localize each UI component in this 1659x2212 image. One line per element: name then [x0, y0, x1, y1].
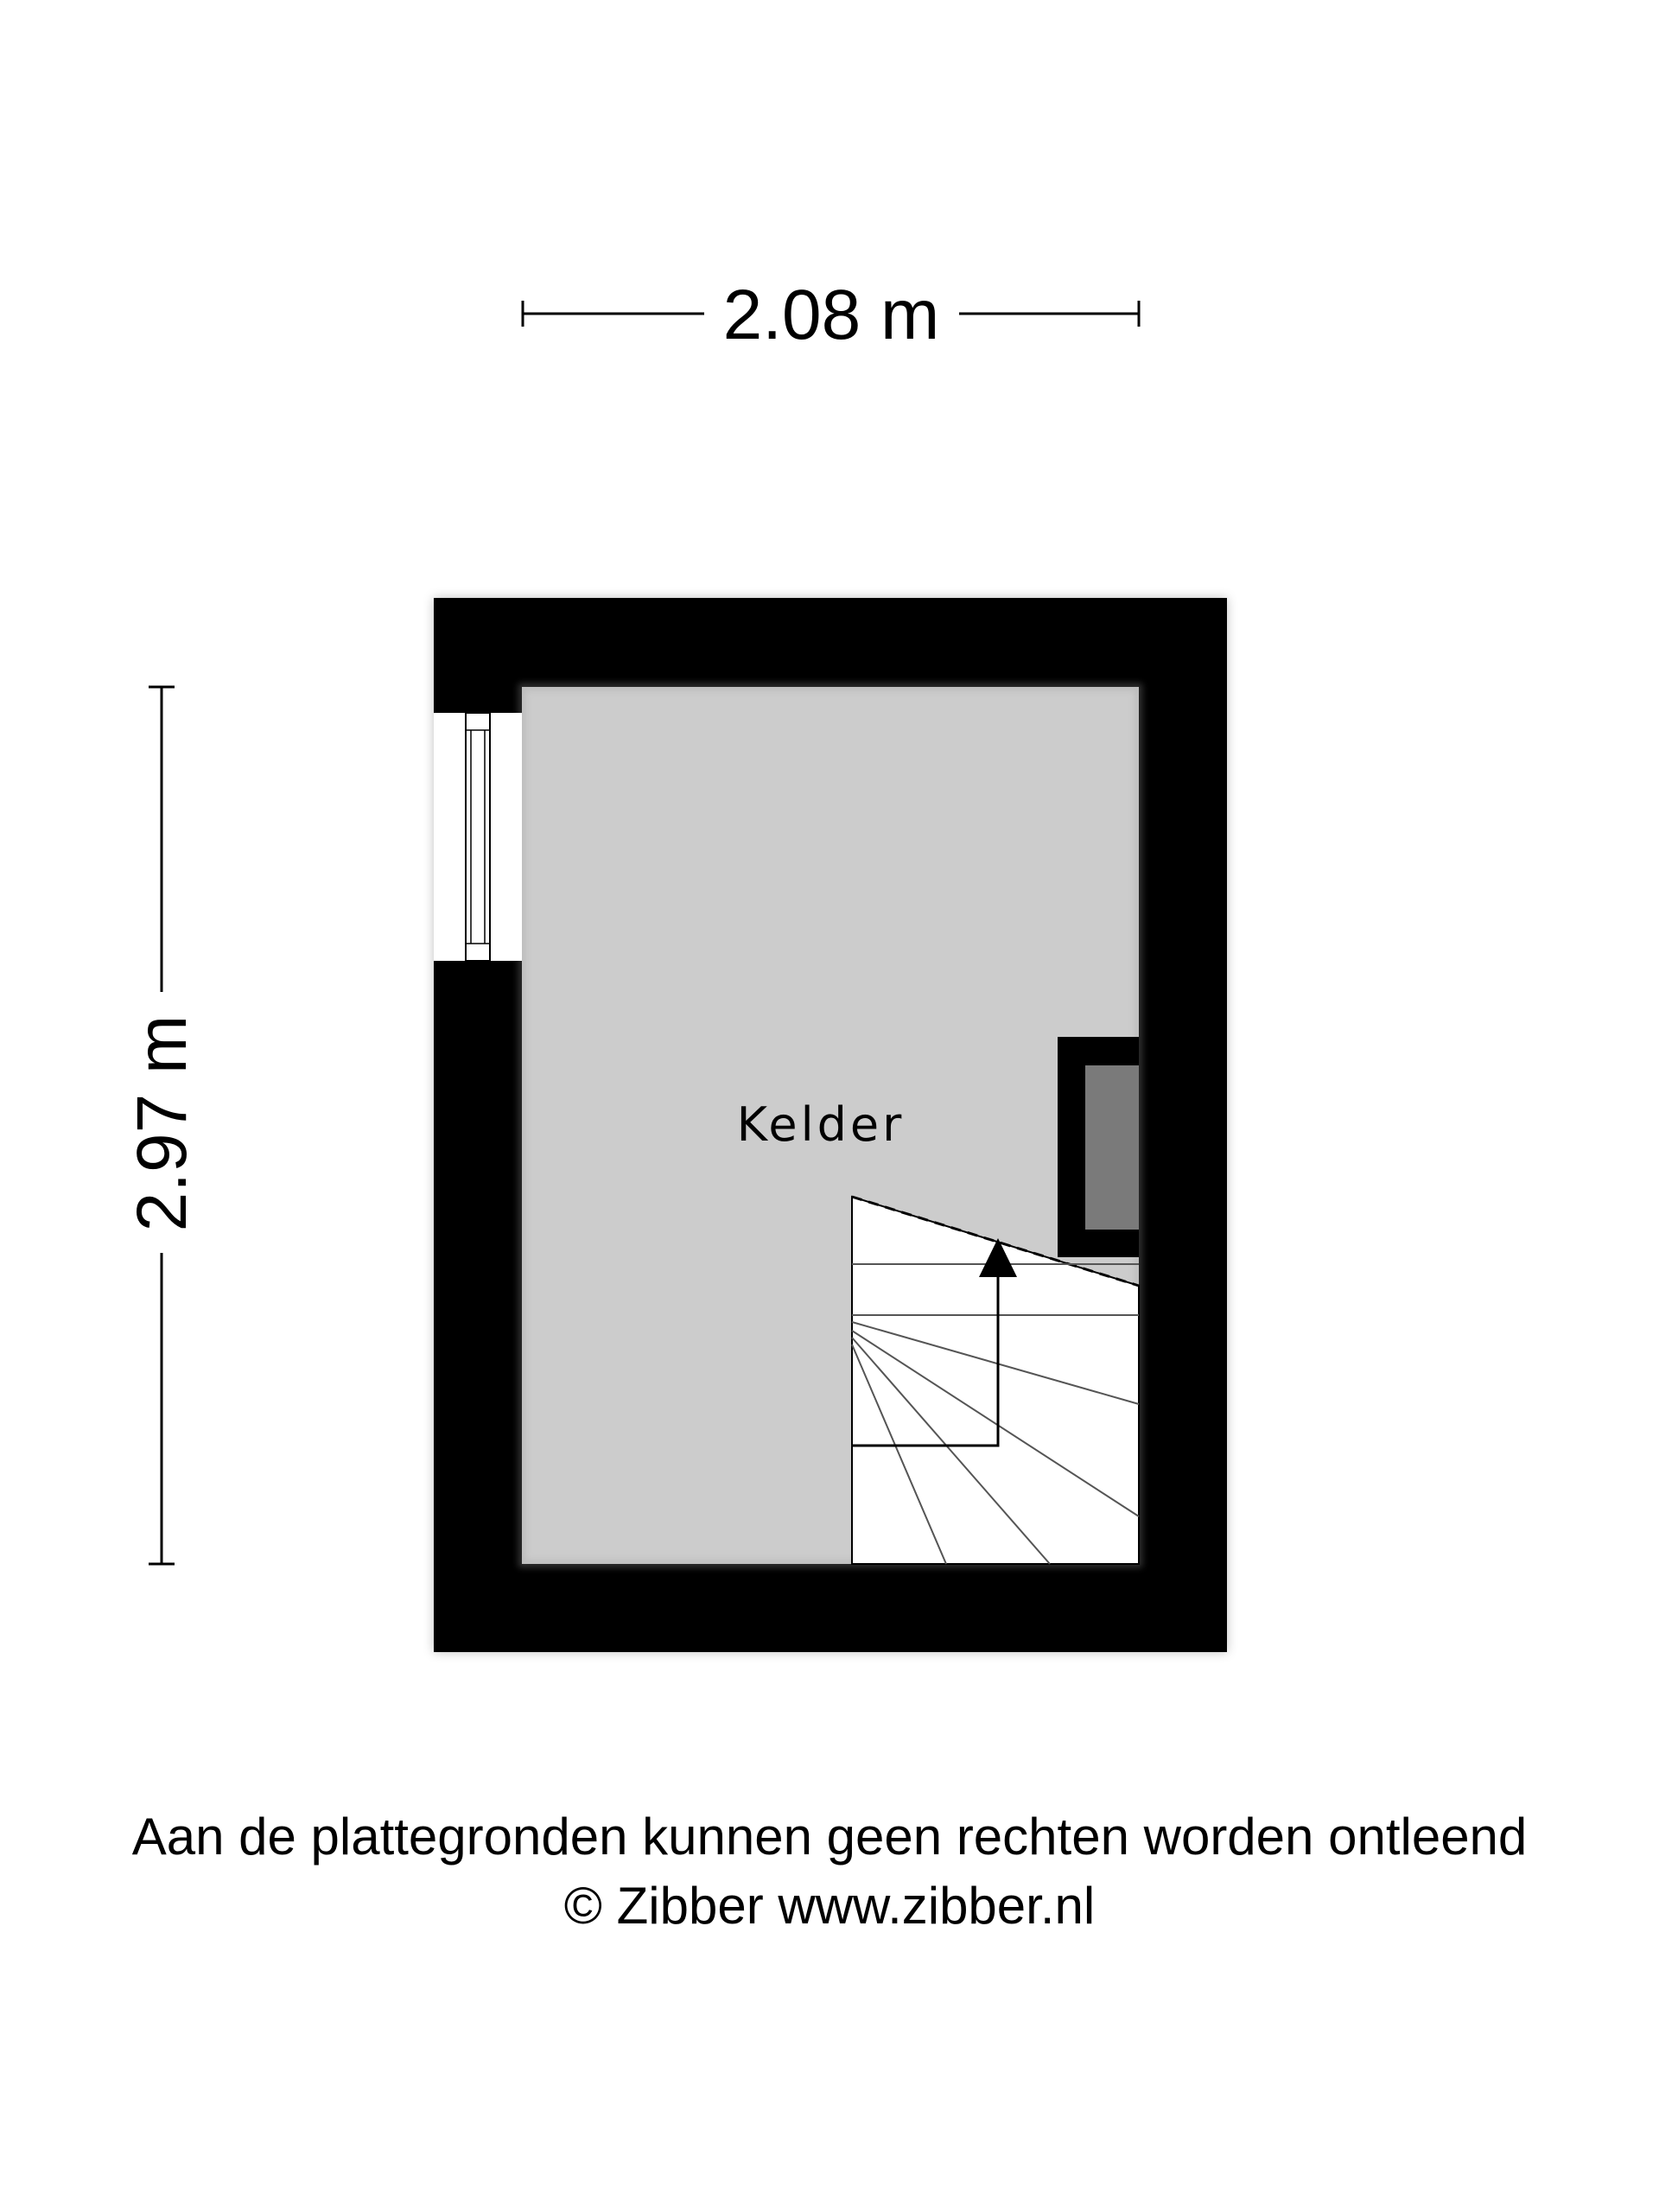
- width-dimension-label: 2.08 m: [722, 276, 940, 354]
- copyright-text: © Zibber www.zibber.nl: [563, 1877, 1096, 1935]
- window: [434, 713, 522, 961]
- disclaimer-text: Aan de plattegronden kunnen geen rechten worden ontleend: [131, 1808, 1528, 1866]
- room-label-kelder: Kelder: [736, 1097, 906, 1152]
- chimney-shaft: [1058, 1037, 1139, 1257]
- width-dimension: [523, 276, 1139, 354]
- height-dimension: [123, 687, 201, 1564]
- height-dimension-label: 2.97 m: [123, 1014, 201, 1232]
